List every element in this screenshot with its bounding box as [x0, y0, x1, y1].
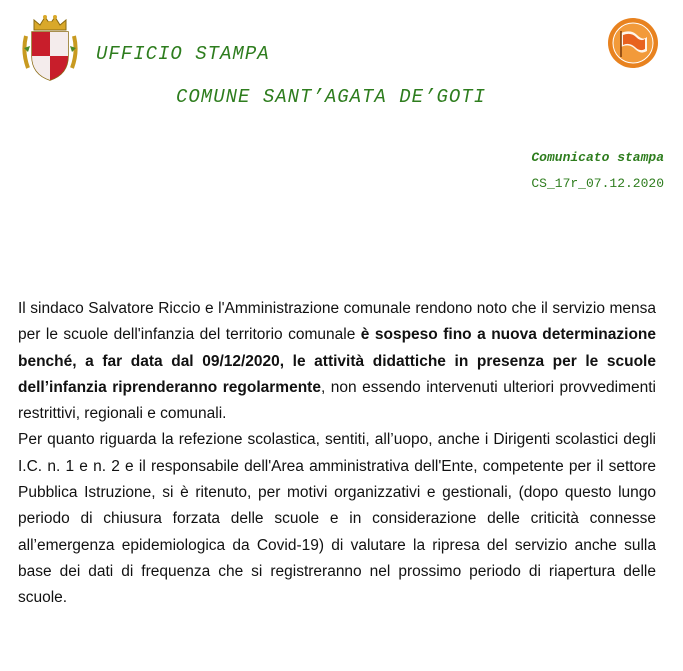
paragraph-1-end: , non essendo intervenuti ulteriori provvedimenti restrittivi, regionali e comunali. — [18, 378, 656, 423]
press-release-body — [18, 296, 656, 612]
bandiera-arancione-badge — [607, 17, 659, 69]
paragraph-1-highlight: è sospeso fino a nuova determinazione benché, a far data dal 09/12/2020, le attività didattiche in presenza per le scuole dell’infanzia riprenderanno regolarmente — [18, 326, 656, 396]
paragraph-1-intro: Il sindaco Salvatore Riccio e l'Amministrazione comunale rendono noto che il servizio mensa per le scuole dell'infanzia del territorio comunale — [18, 300, 656, 344]
press-release-label: Comunicato stampa — [531, 150, 664, 165]
municipality-title: COMUNE SANT’AGATA DE’GOTI — [176, 86, 487, 108]
shield-icon — [32, 32, 68, 80]
office-title: UFFICIO STAMPA — [96, 43, 270, 65]
paragraph-2: Per quanto riguarda la refezione scolastica, sentiti, all’uopo, anche i Dirigenti scolastici degli I.C. n. 1 e n. 2 e il responsabile dell'Area amministrativa dell'Ente, competente per il settore Pubblica Istruzione, si è ritenuto, per motivi organizzativi e gestionali, (dopo questo lungo periodo di chiusura forzata delle scuole e in considerazione delle criticità connesse all’emergenza epidemiologica da Covid-19) di valutare la ripresa del servizio anche sulla base dei dati di frequenza che si registreranno nel prossimo periodo di riapertura delle scuole. — [18, 431, 656, 607]
crest-logo — [20, 12, 80, 84]
crown-icon — [34, 15, 66, 30]
press-release-code: CS_17r_07.12.2020 — [531, 176, 664, 191]
paragraph-1 — [18, 296, 656, 427]
